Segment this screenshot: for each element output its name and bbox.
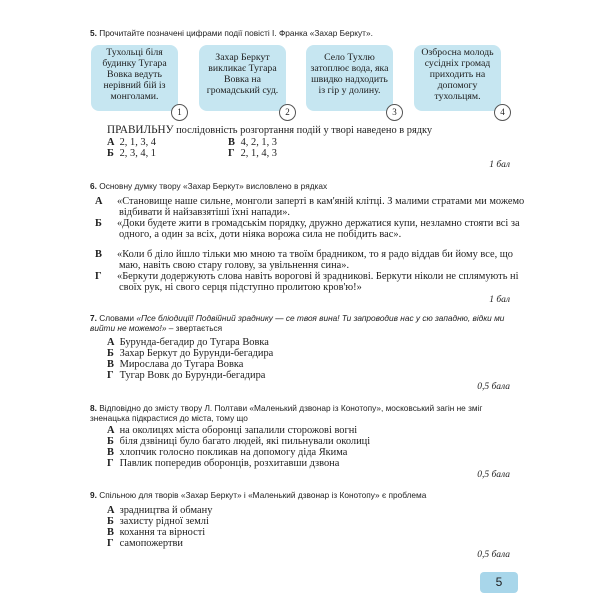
answer-option[interactable] [107, 360, 243, 371]
question-text: – звертається [166, 323, 223, 333]
answer-option[interactable] [107, 448, 347, 459]
option-letter: В [95, 249, 102, 260]
option-text: Тугар Вовк до Бурунди-бегадира [119, 370, 266, 381]
question-text: Прочитайте позначені цифрами події повісті І. Франка «Захар Беркут». [99, 28, 373, 38]
option-text: Бурунда-бегадир до Тугара Вовка [119, 337, 269, 348]
question-text: Спільною для творів «Захар Беркут» і «Маленький дзвонар із Конотопу» є проблема [99, 490, 427, 500]
event-number-badge: 3 [386, 104, 403, 121]
question-6-header [90, 181, 327, 191]
option-text: 2, 1, 4, 3 [240, 148, 277, 159]
option-letter: В [228, 137, 235, 148]
option-letter: А [107, 505, 115, 516]
answer-option[interactable] [107, 528, 205, 539]
option-text: Захар Беркут до Бурунди-бегадира [119, 348, 274, 359]
option-text: 2, 1, 3, 4 [119, 137, 156, 148]
answer-option[interactable] [107, 338, 269, 349]
answer-option[interactable] [107, 437, 370, 448]
option-text: зрадництва й обману [119, 505, 213, 516]
answer-option[interactable] [95, 271, 527, 293]
question-text: Основну думку твору «Захар Беркут» висловлено в рядках [99, 181, 328, 191]
option-text: «Становище наше сильне, монголи заперті в кам'яній клітці. З малими стратами ми можемо відбивати й найзавзятіші їхні напади». [117, 196, 525, 218]
event-card-1 [91, 45, 178, 111]
answer-option[interactable] [107, 426, 357, 437]
answer-option[interactable] [107, 371, 265, 382]
option-letter: Б [107, 148, 114, 159]
answer-option[interactable] [228, 149, 277, 160]
question-text: Словами [99, 313, 137, 323]
points-label: 1 бал [489, 160, 510, 170]
event-card-2 [199, 45, 286, 111]
event-card-4 [414, 45, 501, 111]
event-number-badge: 2 [279, 104, 296, 121]
prompt-text: послідовність розгортання подій у творі наведено в рядку [173, 125, 433, 136]
option-letter: Г [95, 271, 102, 282]
answer-option[interactable] [107, 349, 273, 360]
option-text: Павлик попередив оборонців, розхитавши дзвона [119, 458, 340, 469]
option-text: «Доки будете жити в громадськім порядку, дружно держатися купи, незламно стояти всі за одного, а один за всіх, доти ніяка ворожа сила не побідить вас». [117, 218, 520, 240]
answer-option[interactable] [107, 149, 156, 160]
option-letter: Б [107, 436, 114, 447]
option-text: хлопчик голосно покликав на допомогу діда Якима [119, 447, 348, 458]
prompt-emphasis: ПРАВИЛЬНУ [107, 124, 174, 136]
option-text: захисту рідної землі [119, 516, 209, 527]
answer-option[interactable] [95, 196, 527, 218]
option-letter: В [107, 447, 114, 458]
event-card-text: Село Тухлю затоплює вода, яка швидко надходить із гір у долину. [310, 52, 389, 96]
question-5-header [90, 28, 373, 38]
option-text: «Коли б діло йшло тільки мю мною та твоїм брадником, то я радо віддав би йому все, що маю, навіть свою стару голову, за увільнення сина». [117, 249, 513, 271]
option-letter: Б [107, 516, 114, 527]
event-number-badge: 4 [494, 104, 511, 121]
option-letter: А [107, 425, 115, 436]
option-letter: В [107, 527, 114, 538]
option-text: біля дзвіниці було багато людей, які пильнували околиці [119, 436, 371, 447]
option-text: на околицях міста оборонці запалили сторожові вогні [119, 425, 358, 436]
answer-option[interactable] [228, 138, 277, 149]
option-letter: Г [107, 370, 114, 381]
option-text: кохання та вірності [119, 527, 206, 538]
answer-option[interactable] [107, 506, 212, 517]
points-label: 1 бал [489, 295, 510, 305]
option-letter: А [95, 196, 103, 207]
page-number: 5 [480, 572, 518, 593]
option-letter: Б [107, 348, 114, 359]
answer-option[interactable] [95, 218, 527, 240]
option-letter: А [107, 337, 115, 348]
question-number: 6. [90, 181, 97, 191]
question-8-header [90, 403, 510, 423]
option-text: самопожертви [119, 538, 183, 549]
answer-option[interactable] [107, 138, 156, 149]
event-number-badge: 1 [171, 104, 188, 121]
option-text: «Беркути додержують слова навіть ворогові й зрадникові. Беркути ніколи не сплямують ні своїх рук, ні свого серця підступно пролитою кров'ю!» [117, 271, 519, 293]
question-quote: «Псе бліодиції! Подвійний зраднику — се твоя вина! Ти запроводив нас у сю западню, відки ми вийти не можемо!» [90, 313, 505, 333]
answer-option[interactable] [107, 459, 339, 470]
option-text: Мирослава до Тугара Вовка [119, 359, 244, 370]
option-text: 2, 3, 4, 1 [119, 148, 156, 159]
event-card-text: Озбросна молодь сусідніх громад приходить на допомогу тухольцям. [421, 46, 494, 102]
option-text: 4, 2, 1, 3 [240, 137, 277, 148]
points-label: 0,5 бала [477, 470, 510, 480]
option-letter: Г [107, 538, 114, 549]
event-card-text: Захар Беркут викликає Тугара Вовка на громадський суд. [206, 52, 279, 96]
question-number: 9. [90, 490, 97, 500]
event-card-text: Тухольці біля будинку Тугара Вовка ведуть нерівний бій із монголами. [102, 46, 167, 102]
event-card-3 [306, 45, 393, 111]
option-letter: В [107, 359, 114, 370]
option-letter: Г [107, 458, 114, 469]
option-letter: Г [228, 148, 235, 159]
question-5-prompt [107, 124, 432, 136]
answer-option[interactable] [107, 539, 183, 550]
points-label: 0,5 бала [477, 550, 510, 560]
option-letter: Б [95, 218, 102, 229]
question-number: 7. [90, 313, 97, 323]
points-label: 0,5 бала [477, 382, 510, 392]
answer-option[interactable] [107, 517, 209, 528]
question-7-header [90, 313, 510, 333]
question-number: 8. [90, 403, 97, 413]
answer-option[interactable] [95, 249, 527, 271]
question-text: Відповідно до змісту твору Л. Полтави «Маленький дзвонар із Конотопу», московський загін не зміг зненацька підкрастися до міста, тому що [90, 403, 483, 423]
question-9-header [90, 490, 426, 500]
option-letter: А [107, 137, 115, 148]
question-number: 5. [90, 28, 97, 38]
